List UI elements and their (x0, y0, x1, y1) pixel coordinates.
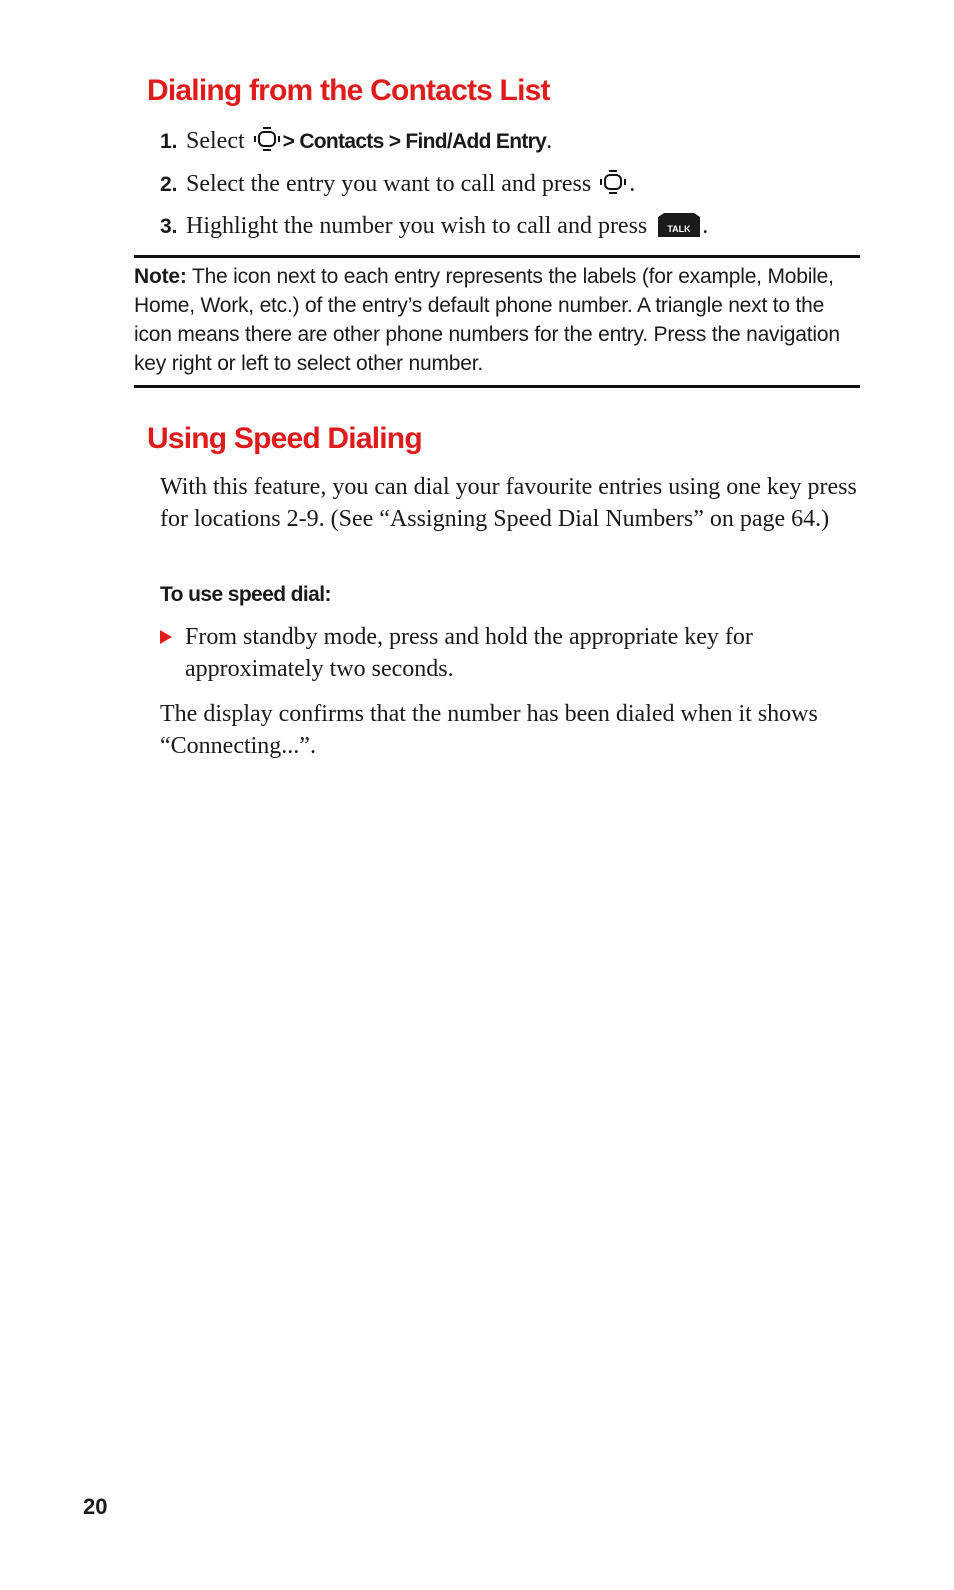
step-1 (160, 126, 552, 160)
talk-key-icon (656, 211, 702, 247)
speed-dial-closing: The display confirms that the number has been dialed when it shows “Connecting...”. (160, 701, 818, 759)
menu-path: > Contacts > Find/Add Entry (282, 130, 547, 153)
triangle-bullet-icon (160, 630, 172, 649)
bullet-text: From standby mode, press and hold the appropriate key for approximately two seconds. (185, 624, 753, 682)
step-punct: . (629, 171, 636, 197)
step-punct: . (546, 128, 553, 154)
section-heading-contacts-dialing: Dialing from the Contacts List (147, 74, 550, 107)
step-number: 2. (160, 173, 178, 196)
step-punct: . (702, 213, 709, 239)
bullet-item (160, 621, 860, 685)
menu-key-icon (253, 126, 281, 160)
step-number: 1. (160, 130, 178, 153)
note-block (134, 262, 864, 378)
note-top-rule (134, 255, 860, 258)
note-label: Note: (134, 265, 187, 288)
step-text: Highlight the number you wish to call and press (186, 213, 648, 239)
page-number: 20 (83, 1494, 108, 1519)
step-3 (160, 211, 708, 247)
step-text: Select the entry you want to call and press (186, 171, 592, 197)
step-number: 3. (160, 215, 178, 238)
step-2 (160, 169, 635, 203)
speed-dial-intro: With this feature, you can dial your favourite entries using one key press for locations 2-9. (See “Assigning Speed Dial Numbers” on page 64.) (160, 474, 857, 532)
speed-dial-subheading: To use speed dial: (160, 583, 331, 606)
menu-key-icon (599, 169, 627, 203)
svg-text:TALK: TALK (667, 224, 691, 234)
note-text: The icon next to each entry represents the labels (for example, Mobile, Home, Work, etc.) of the entry’s default phone number. A triangle next to the icon means there are other phone numbers for the entry. Press the navigation key right or left to select other number. (134, 265, 840, 375)
step-text: Select (186, 128, 245, 154)
section-heading-speed-dialing: Using Speed Dialing (147, 422, 422, 455)
note-bottom-rule (134, 385, 860, 388)
